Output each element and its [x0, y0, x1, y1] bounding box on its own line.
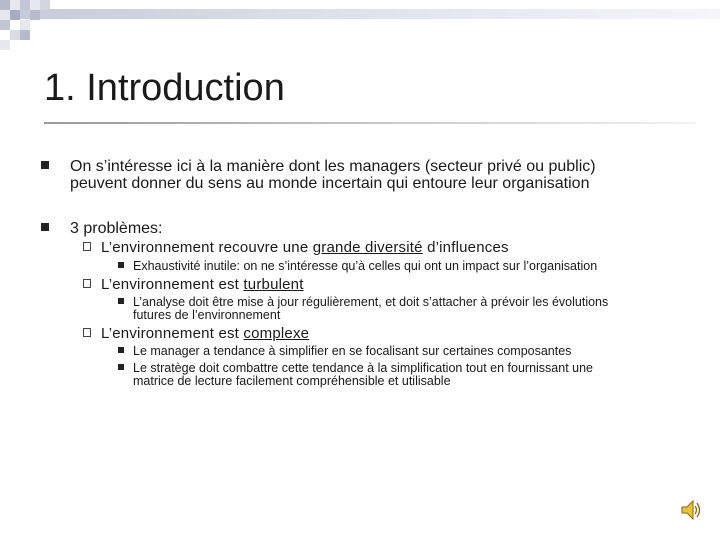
detail-text: futures de l’environnement — [133, 308, 281, 322]
bullet-square-icon — [41, 223, 49, 231]
title-divider — [44, 122, 696, 124]
detail-text: Le stratège doit combattre cette tendance à la simplification tout en fournissant une — [133, 361, 593, 375]
bullet-square-icon — [118, 298, 124, 304]
detail-text: L’analyse doit être mise à jour régulièrement, et doit s’attacher à prévoir les évolutions — [133, 295, 609, 309]
hollow-square-bullet-icon — [83, 328, 91, 337]
bullet-intro — [70, 158, 596, 192]
slide-title: 1. Introduction — [44, 67, 285, 109]
bullet-square-icon — [41, 161, 49, 169]
problem-item — [101, 277, 304, 293]
problem-prefix: L’environnement est — [101, 325, 244, 342]
problem-prefix: L’environnement est — [101, 276, 244, 293]
detail-text: Exhaustivité inutile: on ne s’intéresse qu’à celles qui ont un impact sur l’organisation — [133, 259, 598, 273]
problem-suffix: d’influences — [422, 239, 509, 256]
speaker-icon[interactable] — [680, 498, 702, 522]
header-band — [18, 9, 720, 19]
hollow-square-bullet-icon — [83, 279, 91, 288]
bullet-square-icon — [118, 262, 124, 268]
hollow-square-bullet-icon — [83, 242, 91, 251]
detail-item — [133, 260, 597, 273]
problem-item — [101, 326, 309, 342]
detail-item — [133, 296, 608, 322]
header-decoration — [0, 0, 720, 60]
problem-emphasis: turbulent — [243, 276, 304, 293]
detail-item — [133, 345, 571, 358]
bullet-square-icon — [118, 364, 124, 370]
detail-text: matrice de lecture facilement compréhensible et utilisable — [133, 374, 451, 388]
bullet-text: peuvent donner du sens au monde incertain qui entoure leur organisation — [70, 175, 590, 192]
bullet-square-icon — [118, 347, 124, 353]
bullet-text: 3 problèmes: — [70, 220, 163, 237]
problem-emphasis: complexe — [243, 325, 310, 342]
bullet-text: On s’intéresse ici à la manière dont les managers (secteur privé ou public) — [70, 158, 596, 175]
detail-item — [133, 362, 593, 388]
detail-text: Le manager a tendance à simplifier en se focalisant sur certaines composantes — [133, 344, 572, 358]
problem-prefix: L’environnement recouvre une — [101, 239, 313, 256]
problem-item — [101, 240, 509, 256]
problem-emphasis: grande diversité — [312, 239, 423, 256]
bullet-problems — [70, 220, 163, 237]
